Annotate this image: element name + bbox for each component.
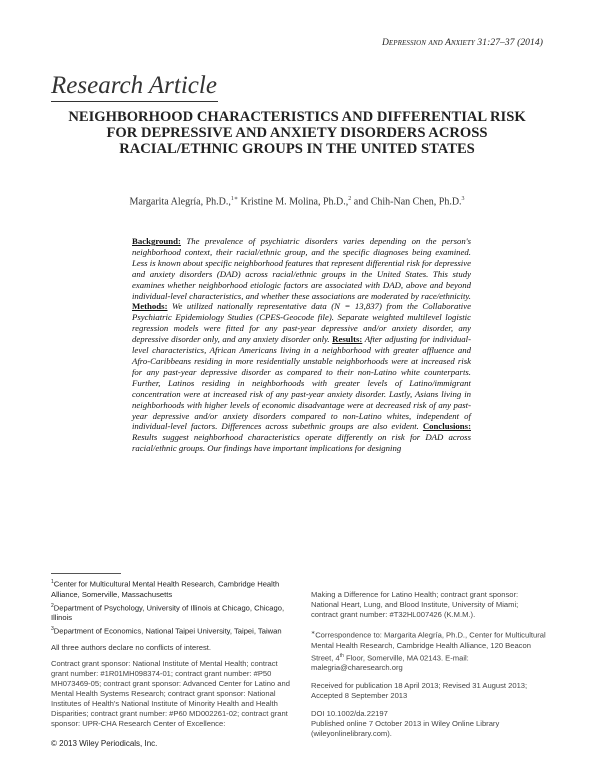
author-affiliation-marker: 1∗ <box>230 196 238 202</box>
author-name[interactable]: Margarita Alegría, Ph.D., <box>129 196 231 208</box>
abstract <box>132 236 471 454</box>
author-affiliation-marker: 3 <box>461 196 465 202</box>
correspondence-text-end[interactable]: Floor, Somerville, MA 02143. E-mail: malegria@charesearch.org <box>311 653 469 673</box>
grant-info-left: Contract grant sponsor: National Institute of Mental Health; contract grant number: #1R01MH098374-01; contract grant number: #P50 MH073469-05; contract grant sponsor: Advanced Center for Latino and Mental Health Systems Research; contract grant sponsor: National Institutes of Health's National Institute of Minority Health and Health Disparities; contract grant number: #P60 MD002261-02; contract grant sponsor: UPR-CHA Research Center of Excellence: <box>51 658 290 728</box>
received-dates: Received for publication 18 April 2013; Revised 31 August 2013; Accepted 8 September 2013 <box>311 681 528 701</box>
abstract-results-text: After adjusting for individual-level characteristics, African Americans living in a neighborhood with greater affluence and Afro-Caribbeans residing in more residentially unstable neighborhoods were at increased risk for any past-year depressive disorder as compared to their non-Latino white counterparts. Further, Latinos residing in neighborhoods with greater levels of Latino/immigrant concentration were at increased risk of any past-year anxiety disorder. Lastly, Asians living in neighborhoods with higher levels of economic disadvantage were at decreased risk of any past-year depressive and/or anxiety disorders compared to non-Latino whites, independent of individual-level factors. Differences across subethnic groups are also evident. <box>132 334 471 432</box>
running-head: Depression and Anxiety 31:27–37 (2014) <box>381 38 543 48</box>
affiliation-marker: 1 <box>51 579 54 585</box>
abstract-methods-text: We utilized nationally representative data (N = 13,837) from the Collaborative Psychiatric Epidemiology Studies (CPES-Geocode file). Separate weighted multilevel logistic regression models were fitted for any past-year depressive and/or anxiety disorder, any depressive disorder only, and any anxiety disorder only. <box>132 301 471 345</box>
author-name[interactable]: and Chih-Nan Chen, Ph.D. <box>353 196 462 208</box>
affiliation <box>51 601 297 624</box>
conflict-statement: All three authors declare no conflicts of interest. <box>51 642 211 652</box>
abstract-methods-label: Methods: <box>132 301 168 312</box>
author-list <box>60 195 534 207</box>
article-title: NEIGHBORHOOD CHARACTERISTICS AND DIFFERENTIAL RISK FOR DEPRESSIVE AND ANXIETY DISORDERS ACROSS RACIAL/ETHNIC GROUPS IN THE UNITED STATES <box>68 109 526 157</box>
doi[interactable]: DOI 10.1002/da.22197 <box>311 709 388 719</box>
affiliation-marker: 2 <box>51 602 54 609</box>
published-online[interactable]: Published online 7 October 2013 in Wiley Online Library (wileyonlinelibrary.com). <box>311 719 500 739</box>
footnotes-left-column <box>51 577 297 729</box>
affiliation <box>51 624 297 637</box>
correspondence-note <box>311 628 546 673</box>
affiliation <box>51 577 297 600</box>
correspondence-marker: ∗ <box>311 630 316 636</box>
affiliation-marker: 3 <box>51 626 54 633</box>
grant-info-right: Making a Difference for Latino Health; contract grant sponsor: National Heart, Lung, and Blood Institute, University of Miami; contract grant number: #T32HL007426 (K.M.M.). <box>311 590 519 619</box>
abstract-conclusions-text: Results suggest neighborhood characteristics operate differently on risk for DAD across racial/ethnic groups. Our findings have important implications for designing <box>132 432 471 454</box>
author-affiliation-marker: 2 <box>348 196 352 202</box>
affiliation-text: Center for Multicultural Mental Health Research, Cambridge Health Alliance, Somerville, Massachusetts <box>51 579 280 599</box>
article-type-heading: Research Article <box>51 72 217 99</box>
abstract-conclusions-label: Conclusions: <box>422 421 471 432</box>
correspondence-text: Correspondence to: Margarita Alegría, Ph.D., Center for Multicultural Mental Health Research, Cambridge Health Alliance, 120 Beacon Street, 4 <box>311 630 546 663</box>
footnotes-right-column <box>311 590 546 739</box>
abstract-background-label: Background: <box>132 236 181 246</box>
abstract-results-label: Results: <box>332 334 363 345</box>
article-type-rule <box>51 101 218 102</box>
affiliation-text: Department of Economics, National Taipei University, Taipei, Taiwan <box>53 626 282 636</box>
copyright-notice: © 2013 Wiley Periodicals, Inc. <box>51 739 158 748</box>
ordinal-suffix: th <box>339 652 344 659</box>
author-name[interactable]: Kristine M. Molina, Ph.D., <box>240 196 349 208</box>
affiliation-text: Department of Psychology, University of Illinois at Chicago, Chicago, Illinois <box>51 603 285 623</box>
abstract-background-text: The prevalence of psychiatric disorders varies depending on the person's neighborhood context, their racial/ethnic group, and the specific diagnoses being examined. Less is known about specific neighborhood features that represent differential risk for depressive and anxiety disorders (DAD) across racial/ethnic groups in the United States. This study examines whether neighborhood etiologic factors are associated with DAD, above and beyond individual-level characteristics, and whether these associations are moderated by race/ethnicity. <box>132 236 471 301</box>
footnote-rule <box>51 573 121 574</box>
